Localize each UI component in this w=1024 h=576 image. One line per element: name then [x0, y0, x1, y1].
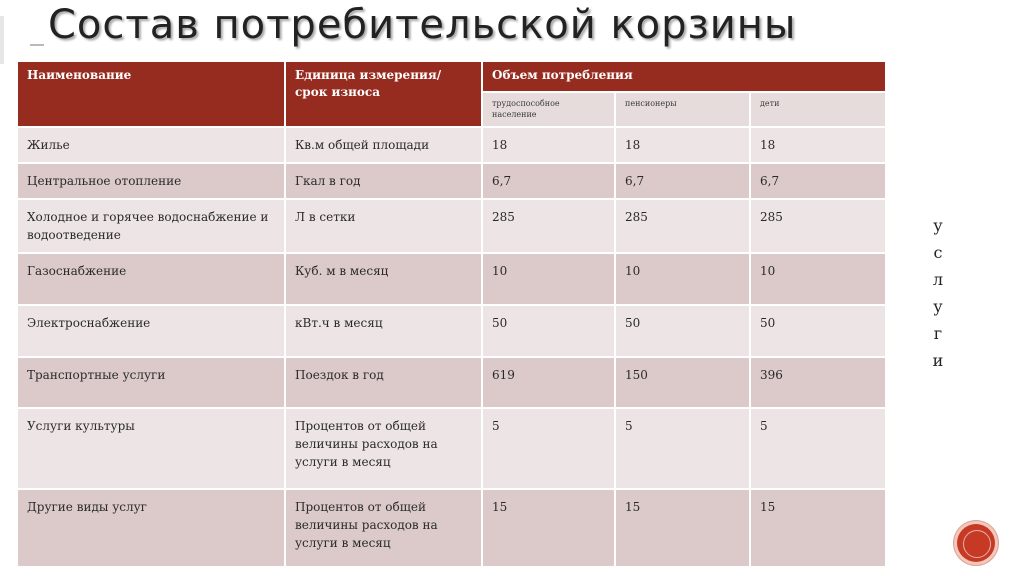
side-letter: и — [932, 351, 944, 370]
header-unit: Единица измерения/ срок износа — [285, 62, 482, 127]
cell-children: 285 — [750, 199, 885, 253]
cell-pensioners: 50 — [615, 305, 750, 357]
subheader-working: трудоспособное население — [482, 92, 615, 127]
table-row — [18, 489, 885, 567]
cell-name: Жилье — [18, 127, 285, 163]
cell-name: Транспортные услуги — [18, 357, 285, 408]
side-vertical-text — [928, 212, 948, 374]
cell-working: 18 — [482, 127, 615, 163]
cell-working: 15 — [482, 489, 615, 567]
cell-unit: Гкал в год — [285, 163, 482, 199]
cell-children: 6,7 — [750, 163, 885, 199]
table-row — [18, 357, 885, 408]
cell-unit: Процентов от общей величины расходов на услуги в месяц — [285, 408, 482, 489]
cell-pensioners: 10 — [615, 253, 750, 305]
table-row — [18, 163, 885, 199]
side-letter: с — [933, 243, 943, 262]
slide-title: Состав потребительской корзины — [48, 2, 797, 48]
cell-name: Холодное и горячее водоснабжение и водоотведение — [18, 199, 285, 253]
cell-pensioners: 285 — [615, 199, 750, 253]
table-row — [18, 127, 885, 163]
cell-unit: Поездок в год — [285, 357, 482, 408]
side-letter: у — [933, 297, 943, 316]
cell-working: 619 — [482, 357, 615, 408]
cell-unit: Кв.м общей площади — [285, 127, 482, 163]
cell-name: Другие виды услуг — [18, 489, 285, 567]
subheader-children: дети — [750, 92, 885, 127]
header-name: Наименование — [18, 62, 285, 127]
cell-unit: Куб. м в месяц — [285, 253, 482, 305]
cell-name: Электроснабжение — [18, 305, 285, 357]
cell-unit: кВт.ч в месяц — [285, 305, 482, 357]
cell-unit: Л в сетки — [285, 199, 482, 253]
consumer-basket-table — [18, 62, 885, 568]
cell-pensioners: 15 — [615, 489, 750, 567]
decorative-bar — [0, 16, 4, 64]
cell-children: 10 — [750, 253, 885, 305]
cell-pensioners: 5 — [615, 408, 750, 489]
table-row — [18, 408, 885, 489]
side-letter: г — [933, 324, 943, 343]
cell-working: 10 — [482, 253, 615, 305]
cell-name: Центральное отопление — [18, 163, 285, 199]
cell-pensioners: 150 — [615, 357, 750, 408]
cell-working: 50 — [482, 305, 615, 357]
cell-working: 5 — [482, 408, 615, 489]
cell-children: 396 — [750, 357, 885, 408]
subheader-pensioners: пенсионеры — [615, 92, 750, 127]
table-row — [18, 305, 885, 357]
cell-children: 18 — [750, 127, 885, 163]
decorative-dash — [30, 44, 44, 46]
cell-working: 285 — [482, 199, 615, 253]
cell-children: 50 — [750, 305, 885, 357]
cell-unit: Процентов от общей величины расходов на услуги в месяц — [285, 489, 482, 567]
cell-working: 6,7 — [482, 163, 615, 199]
cell-name: Газоснабжение — [18, 253, 285, 305]
cell-name: Услуги культуры — [18, 408, 285, 489]
side-letter: л — [932, 270, 944, 289]
table-row — [18, 253, 885, 305]
side-letter: у — [933, 216, 943, 235]
cell-pensioners: 18 — [615, 127, 750, 163]
table-row — [18, 199, 885, 253]
cell-children: 5 — [750, 408, 885, 489]
cell-pensioners: 6,7 — [615, 163, 750, 199]
red-circle-nav-icon[interactable] — [957, 524, 995, 562]
cell-children: 15 — [750, 489, 885, 567]
header-consumption: Объем потребления — [482, 62, 885, 92]
